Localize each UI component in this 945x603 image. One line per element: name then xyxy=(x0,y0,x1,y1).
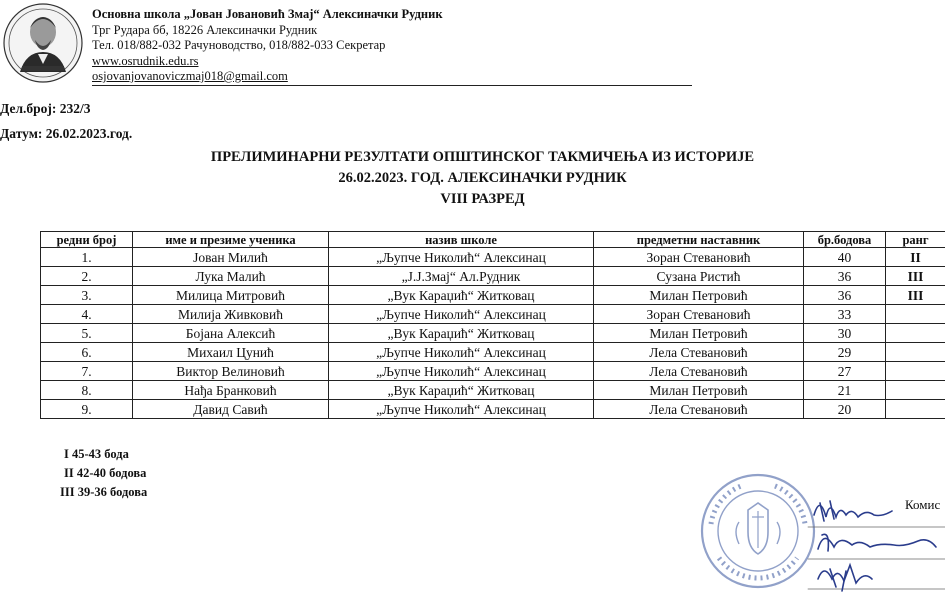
rank-number-cell: 1. xyxy=(41,248,133,267)
legend-rank-1: I 45-43 бода xyxy=(64,447,129,461)
points-cell: 36 xyxy=(804,286,886,305)
school-name-cell: „Вук Караџић“ Житковац xyxy=(329,286,594,305)
placement-cell: III xyxy=(886,267,945,286)
school-name-cell: „Љупче Николић“ Алексинац xyxy=(329,343,594,362)
rank-number-cell: 5. xyxy=(41,324,133,343)
school-logo xyxy=(2,2,84,84)
table-row xyxy=(41,267,945,286)
rank-number-cell: 3. xyxy=(41,286,133,305)
header-cell: предметни наставник xyxy=(594,232,804,248)
student-name-cell: Јован Милић xyxy=(133,248,329,267)
teacher-cell: Лела Стевановић xyxy=(594,362,804,381)
rank-number-cell: 4. xyxy=(41,305,133,324)
school-address: Трг Рудара бб, 18226 Алексиначки Рудник xyxy=(92,22,318,37)
points-cell: 27 xyxy=(804,362,886,381)
header-cell: ранг xyxy=(886,232,945,248)
points-cell: 29 xyxy=(804,343,886,362)
placement-cell: II xyxy=(886,248,945,267)
placement-cell xyxy=(886,305,945,324)
document-subtitle-date: 26.02.2023. ГОД. АЛЕКСИНАЧКИ РУДНИК xyxy=(338,170,627,186)
teacher-cell: Лела Стевановић xyxy=(594,400,804,419)
school-header xyxy=(92,7,443,85)
points-cell: 40 xyxy=(804,248,886,267)
legend-rank-3: III 39-36 бодова xyxy=(60,485,148,499)
teacher-cell: Зоран Стевановић xyxy=(594,248,804,267)
points-cell: 20 xyxy=(804,400,886,419)
table-row xyxy=(41,286,945,305)
student-name-cell: Виктор Велиновић xyxy=(133,362,329,381)
header-divider xyxy=(92,85,692,86)
placement-cell xyxy=(886,381,945,400)
student-name-cell: Милица Митровић xyxy=(133,286,329,305)
student-name-cell: Давид Савић xyxy=(133,400,329,419)
placement-cell xyxy=(886,324,945,343)
placement-cell xyxy=(886,362,945,381)
header-cell: име и презиме ученика xyxy=(133,232,329,248)
school-name: Основна школа „Јован Јовановић Змај“ Алексиначки Рудник xyxy=(92,7,443,21)
header-cell: назив школе xyxy=(329,232,594,248)
rank-number-cell: 2. xyxy=(41,267,133,286)
email-link[interactable]: osjovanjovanoviczmaj018@gmail.com xyxy=(92,69,288,83)
rank-number-cell: 6. xyxy=(41,343,133,362)
student-name-cell: Нађа Бранковић xyxy=(133,381,329,400)
school-name-cell: „Љупче Николић“ Алексинац xyxy=(329,305,594,324)
table-row xyxy=(41,248,945,267)
placement-cell xyxy=(886,343,945,362)
results-table xyxy=(40,231,945,419)
table-row xyxy=(41,343,945,362)
points-cell: 21 xyxy=(804,381,886,400)
rank-number-cell: 9. xyxy=(41,400,133,419)
table-row xyxy=(41,305,945,324)
rank-number-cell: 8. xyxy=(41,381,133,400)
student-name-cell: Лука Малић xyxy=(133,267,329,286)
school-name-cell: „Љупче Николић“ Алексинац xyxy=(329,400,594,419)
school-phone: Тел. 018/882-032 Рачуноводство, 018/882-033 Секретар xyxy=(92,38,386,52)
teacher-cell: Лела Стевановић xyxy=(594,343,804,362)
points-cell: 36 xyxy=(804,267,886,286)
table-row xyxy=(41,381,945,400)
placement-cell: III xyxy=(886,286,945,305)
school-name-cell: „Вук Караџић“ Житковац xyxy=(329,381,594,400)
table-header-row xyxy=(41,232,945,248)
committee-label: Комис xyxy=(905,497,941,512)
document-date: Датум: 26.02.2023.год. xyxy=(0,126,133,141)
rank-number-cell: 7. xyxy=(41,362,133,381)
student-name-cell: Бојана Алексић xyxy=(133,324,329,343)
points-cell: 33 xyxy=(804,305,886,324)
student-name-cell: Милија Живковић xyxy=(133,305,329,324)
legend-rank-2: II 42-40 бодова xyxy=(64,466,147,480)
teacher-cell: Милан Петровић xyxy=(594,324,804,343)
school-name-cell: „Вук Караџић“ Житковац xyxy=(329,324,594,343)
school-name-cell: „Ј.Ј.Змај“ Ал.Рудник xyxy=(329,267,594,286)
table-row xyxy=(41,324,945,343)
school-name-cell: „Љупче Николић“ Алексинац xyxy=(329,362,594,381)
placement-cell xyxy=(886,400,945,419)
teacher-cell: Сузана Ристић xyxy=(594,267,804,286)
student-name-cell: Михаил Цунић xyxy=(133,343,329,362)
teacher-cell: Милан Петровић xyxy=(594,381,804,400)
points-cell: 30 xyxy=(804,324,886,343)
website-link[interactable]: www.osrudnik.edu.rs xyxy=(92,53,199,68)
teacher-cell: Милан Петровић xyxy=(594,286,804,305)
document-number: Дел.број: 232/3 xyxy=(0,101,91,116)
teacher-cell: Зоран Стевановић xyxy=(594,305,804,324)
document-title: ПРЕЛИМИНАРНИ РЕЗУЛТАТИ ОПШТИНСКОГ ТАКМИЧЕЊА ИЗ ИСТОРИЈЕ xyxy=(210,149,755,165)
header-cell: бр.бодова xyxy=(804,232,886,248)
header-cell: редни број xyxy=(41,232,133,248)
document-subtitle-grade: VIII РАЗРЕД xyxy=(440,191,525,207)
table-row xyxy=(41,362,945,381)
school-name-cell: „Љупче Николић“ Алексинац xyxy=(329,248,594,267)
table-row xyxy=(41,400,945,419)
